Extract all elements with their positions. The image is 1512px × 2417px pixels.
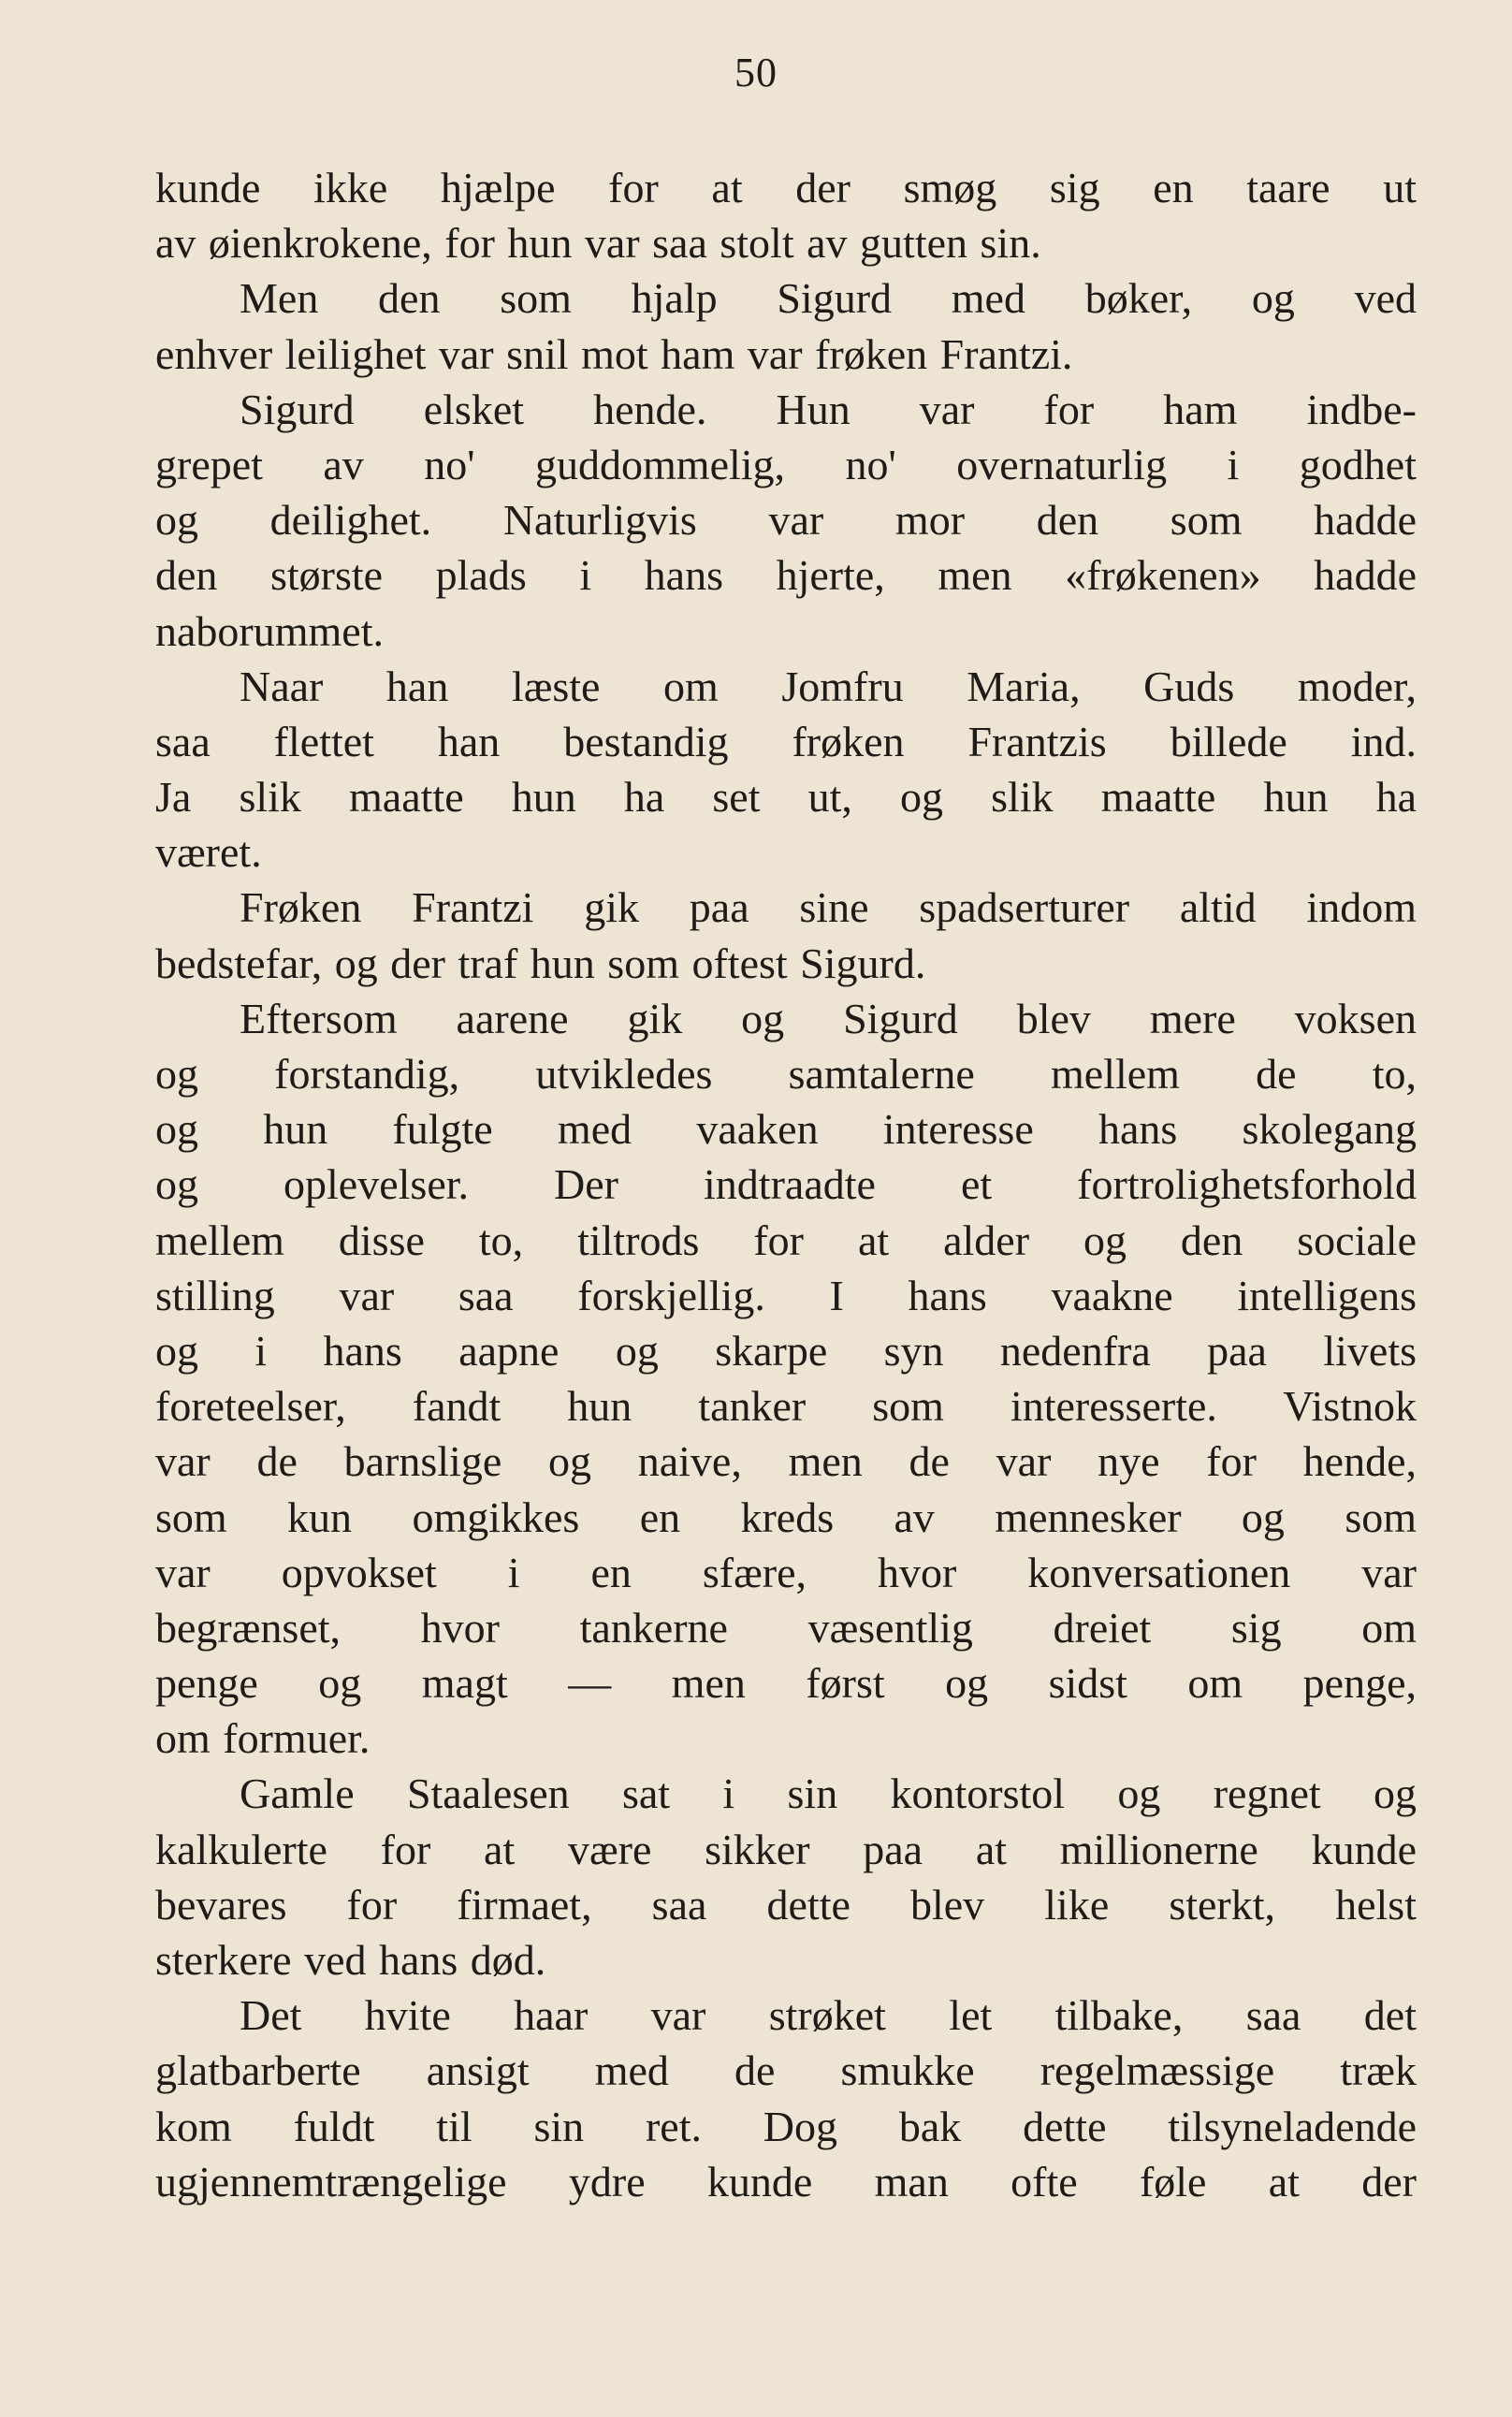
text-line: og oplevelser. Der indtraadte et fortrolighetsforhold	[155, 1160, 1417, 1209]
text-line: av øienkrokene, for hun var saa stolt av gutten sin.	[155, 219, 1041, 268]
text-line: Men den som hjalp Sigurd med bøker, og ved	[240, 274, 1417, 323]
text-line: glatbarberte ansigt med de smukke regelmæssige træk	[155, 2046, 1417, 2095]
text-line: var de barnslige og naive, men de var nye for hende,	[155, 1437, 1417, 1486]
text-line: Frøken Frantzi gik paa sine spadserturer altid indom	[240, 883, 1417, 932]
text-line: var opvokset i en sfære, hvor konversationen var	[155, 1548, 1417, 1596]
text-line: Naar han læste om Jomfru Maria, Guds moder,	[240, 662, 1417, 710]
text-line: Eftersom aarene gik og Sigurd blev mere voksen	[240, 994, 1417, 1042]
text-line: kom fuldt til sin ret. Dog bak dette tilsyneladende	[155, 2102, 1417, 2150]
page-number: 50	[734, 50, 778, 95]
text-line: den største plads i hans hjerte, men «frøkenen» hadde	[155, 551, 1417, 600]
text-line: og hun fulgte med vaaken interesse hans skolegang	[155, 1105, 1417, 1154]
text-line: ugjennemtrængelige ydre kunde man ofte føle at der	[155, 2157, 1417, 2206]
text-line: grepet av no' guddommelig, no' overnaturlig i godhet	[155, 440, 1417, 488]
text-line: saa flettet han bestandig frøken Frantzis billede ind.	[155, 717, 1417, 765]
text-line: mellem disse to, tiltrods for at alder og den sociale	[155, 1216, 1417, 1264]
text-line: Sigurd elsket hende. Hun var for ham indbe-	[240, 385, 1417, 433]
text-line: penge og magt — men først og sidst om penge,	[155, 1659, 1417, 1708]
text-line: og i hans aapne og skarpe syn nedenfra paa livets	[155, 1326, 1417, 1375]
text-line: og forstandig, utvikledes samtalerne mellem de to,	[155, 1050, 1417, 1098]
text-line: enhver leilighet var snil mot ham var frøken Frantzi.	[155, 329, 1073, 378]
text-line: som kun omgikkes en kreds av mennesker og som	[155, 1492, 1417, 1541]
text-line: været.	[155, 828, 262, 877]
text-line: bevares for firmaet, saa dette blev like sterkt, helst	[155, 1880, 1417, 1929]
text-line: sterkere ved hans død.	[155, 1936, 546, 1984]
text-line: Det hvite haar var strøket let tilbake, saa det	[240, 1991, 1417, 2040]
body-text	[155, 160, 1417, 2209]
text-line: om formuer.	[155, 1714, 371, 1763]
text-line: kalkulerte for at være sikker paa at millionerne kunde	[155, 1825, 1417, 1873]
text-line: og deilighet. Naturligvis var mor den som hadde	[155, 496, 1417, 545]
text-line: naborummet.	[155, 606, 384, 655]
text-line: Ja slik maatte hun ha set ut, og slik maatte hun ha	[155, 773, 1417, 822]
text-line: Gamle Staalesen sat i sin kontorstol og regnet og	[240, 1769, 1417, 1818]
text-line: begrænset, hvor tankerne væsentlig dreiet sig om	[155, 1603, 1417, 1652]
text-line: stilling var saa forskjellig. I hans vaakne intelligens	[155, 1271, 1417, 1319]
text-line: bedstefar, og der traf hun som oftest Sigurd.	[155, 939, 926, 987]
text-line: kunde ikke hjælpe for at der smøg sig en taare ut	[155, 164, 1417, 211]
text-line: foreteelser, fandt hun tanker som interesserte. Vistnok	[155, 1382, 1417, 1431]
